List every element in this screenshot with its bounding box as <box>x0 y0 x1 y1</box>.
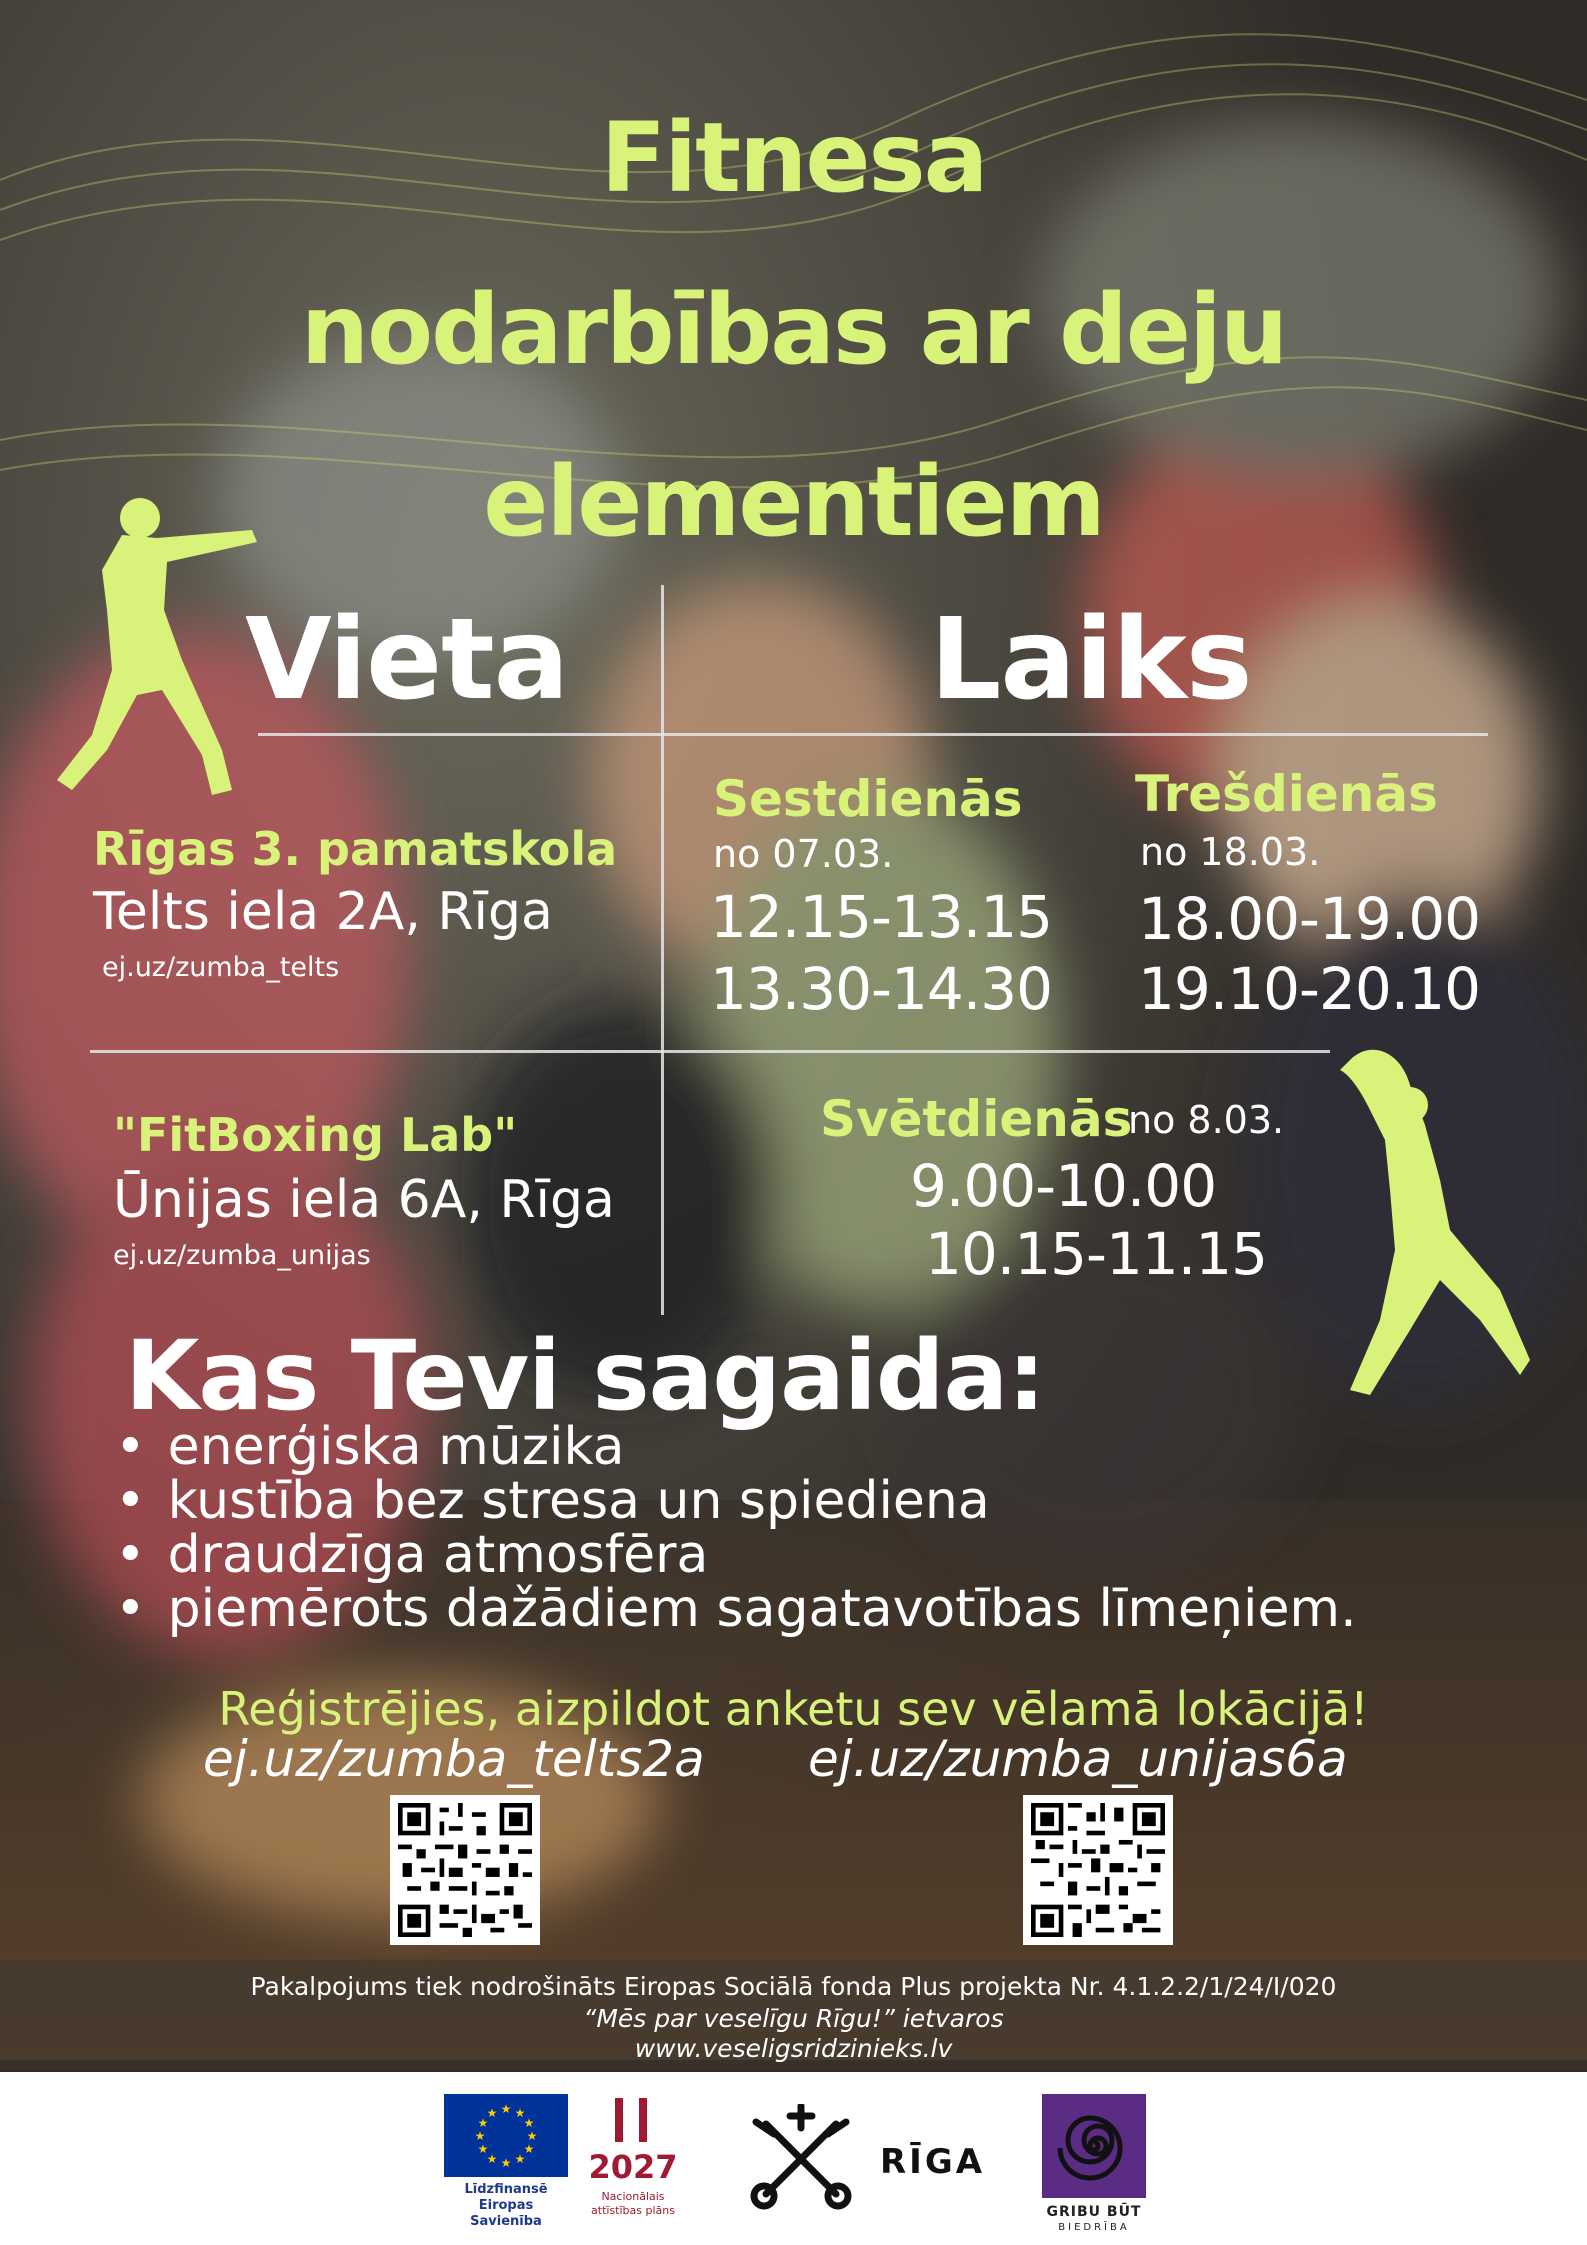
gribu-but-logo <box>1042 2094 1146 2198</box>
svg-text:★: ★ <box>523 2142 535 2156</box>
footer-project-name: “Mēs par veselīgu Rīgu!” ietvaros <box>583 2004 1004 2033</box>
schedule-sunday-day: Svētdienās <box>820 1090 1133 1148</box>
npp-year: 2027 <box>588 2148 678 2186</box>
riga-wordmark: RĪGA <box>880 2142 986 2182</box>
npp-caption-1: Nacionālais <box>601 2190 665 2203</box>
benefits-title: Kas Tevi sagaida: <box>125 1320 1045 1432</box>
benefits-list <box>115 1417 1357 1639</box>
schedule-wednesday-time-1: 18.00-19.00 <box>1138 885 1481 953</box>
benefit-item: • enerģiska mūzika <box>115 1420 1357 1474</box>
qr-code-right[interactable] <box>1023 1795 1173 1945</box>
schedule-sunday-time-1: 9.00-10.00 <box>910 1152 1217 1220</box>
qr-code-left[interactable] <box>390 1795 540 1945</box>
schedule-saturday-time-2: 13.30-14.30 <box>710 955 1053 1023</box>
title-line-3: elementiem <box>483 446 1104 558</box>
table-divider-vertical <box>661 585 664 1315</box>
schedule-wednesday-day: Trešdienās <box>1135 765 1438 823</box>
location-1-name: Rīgas 3. pamatskola <box>93 822 618 876</box>
location-1-address: Telts iela 2A, Rīga <box>93 882 553 942</box>
svg-text:★: ★ <box>526 2129 538 2143</box>
location-1-url[interactable]: ej.uz/zumba_telts <box>102 952 340 983</box>
npp-bars-icon <box>583 2090 683 2150</box>
location-2-url[interactable]: ej.uz/zumba_unijas <box>113 1240 371 1271</box>
title-line-2: nodarbības ar deju <box>300 274 1287 386</box>
registration-url-right[interactable]: ej.uz/zumba_unijas6a <box>808 1730 1348 1788</box>
registration-text: Reģistrējies, aizpildot anketu sev vēlamā lokācijā! <box>218 1682 1369 1736</box>
svg-text:★: ★ <box>500 2156 512 2170</box>
benefit-item: • piemērots dažādiem sagatavotības līmeņiem. <box>115 1582 1357 1636</box>
svg-text:★: ★ <box>523 2116 535 2130</box>
svg-text:★: ★ <box>514 2152 526 2166</box>
svg-text:★: ★ <box>500 2102 512 2116</box>
eu-stars-icon <box>444 2094 568 2177</box>
footer-website[interactable]: www.veseligsridzinieks.lv <box>634 2034 953 2063</box>
schedule-sunday-time-2: 10.15-11.15 <box>925 1220 1268 1288</box>
benefit-item: • draudzīga atmosfēra <box>115 1528 1357 1582</box>
schedule-saturday-day: Sestdienās <box>713 770 1023 828</box>
qr-pattern-right <box>1031 1803 1165 1937</box>
gribu-caption-2: BIEDRĪBA <box>1058 2222 1130 2233</box>
registration-url-left[interactable]: ej.uz/zumba_telts2a <box>203 1730 705 1788</box>
svg-text:★: ★ <box>477 2116 489 2130</box>
svg-text:★: ★ <box>514 2106 526 2120</box>
schedule-wednesday-time-2: 19.10-20.10 <box>1138 955 1481 1023</box>
npp-logo <box>583 2090 683 2230</box>
spiral-icon <box>1042 2094 1146 2198</box>
eu-caption-2: Eiropas Savienība <box>470 2198 542 2229</box>
title-line-1: Fitnesa <box>600 102 987 214</box>
svg-text:★: ★ <box>477 2142 489 2156</box>
eu-caption-1: Līdzfinansē <box>464 2182 548 2197</box>
benefit-item: • kustība bez stresa un spiediena <box>115 1474 1357 1528</box>
gribu-caption-1: GRIBU BŪT <box>1046 2204 1142 2220</box>
dancer-silhouette-right <box>1330 1030 1540 1410</box>
schedule-saturday-time-1: 12.15-13.15 <box>710 883 1053 951</box>
table-divider-middle <box>90 1050 1330 1053</box>
npp-caption-2: attīstības plāns <box>591 2204 675 2217</box>
location-2-address: Ūnijas iela 6A, Rīga <box>113 1170 615 1230</box>
schedule-saturday-from: no 07.03. <box>713 832 894 876</box>
footer-project-line: Pakalpojums tiek nodrošināts Eiropas Sociālā fonda Plus projekta Nr. 4.1.2.2/1/24/I/020 <box>250 1972 1337 2001</box>
sponsor-logos <box>0 2072 1587 2245</box>
location-2-name: "FitBoxing Lab" <box>113 1108 518 1162</box>
schedule-wednesday-from: no 18.03. <box>1140 830 1321 874</box>
svg-text:★: ★ <box>486 2152 498 2166</box>
svg-text:★: ★ <box>486 2106 498 2120</box>
table-divider-top <box>258 733 1488 736</box>
qr-pattern-left <box>398 1803 532 1937</box>
header-time: Laiks <box>930 595 1252 725</box>
header-place: Vieta <box>245 595 569 725</box>
schedule-sunday-from: no 8.03. <box>1128 1098 1285 1142</box>
eu-logo <box>444 2094 568 2177</box>
riga-keys-icon <box>746 2104 856 2214</box>
svg-text:★: ★ <box>474 2129 486 2143</box>
